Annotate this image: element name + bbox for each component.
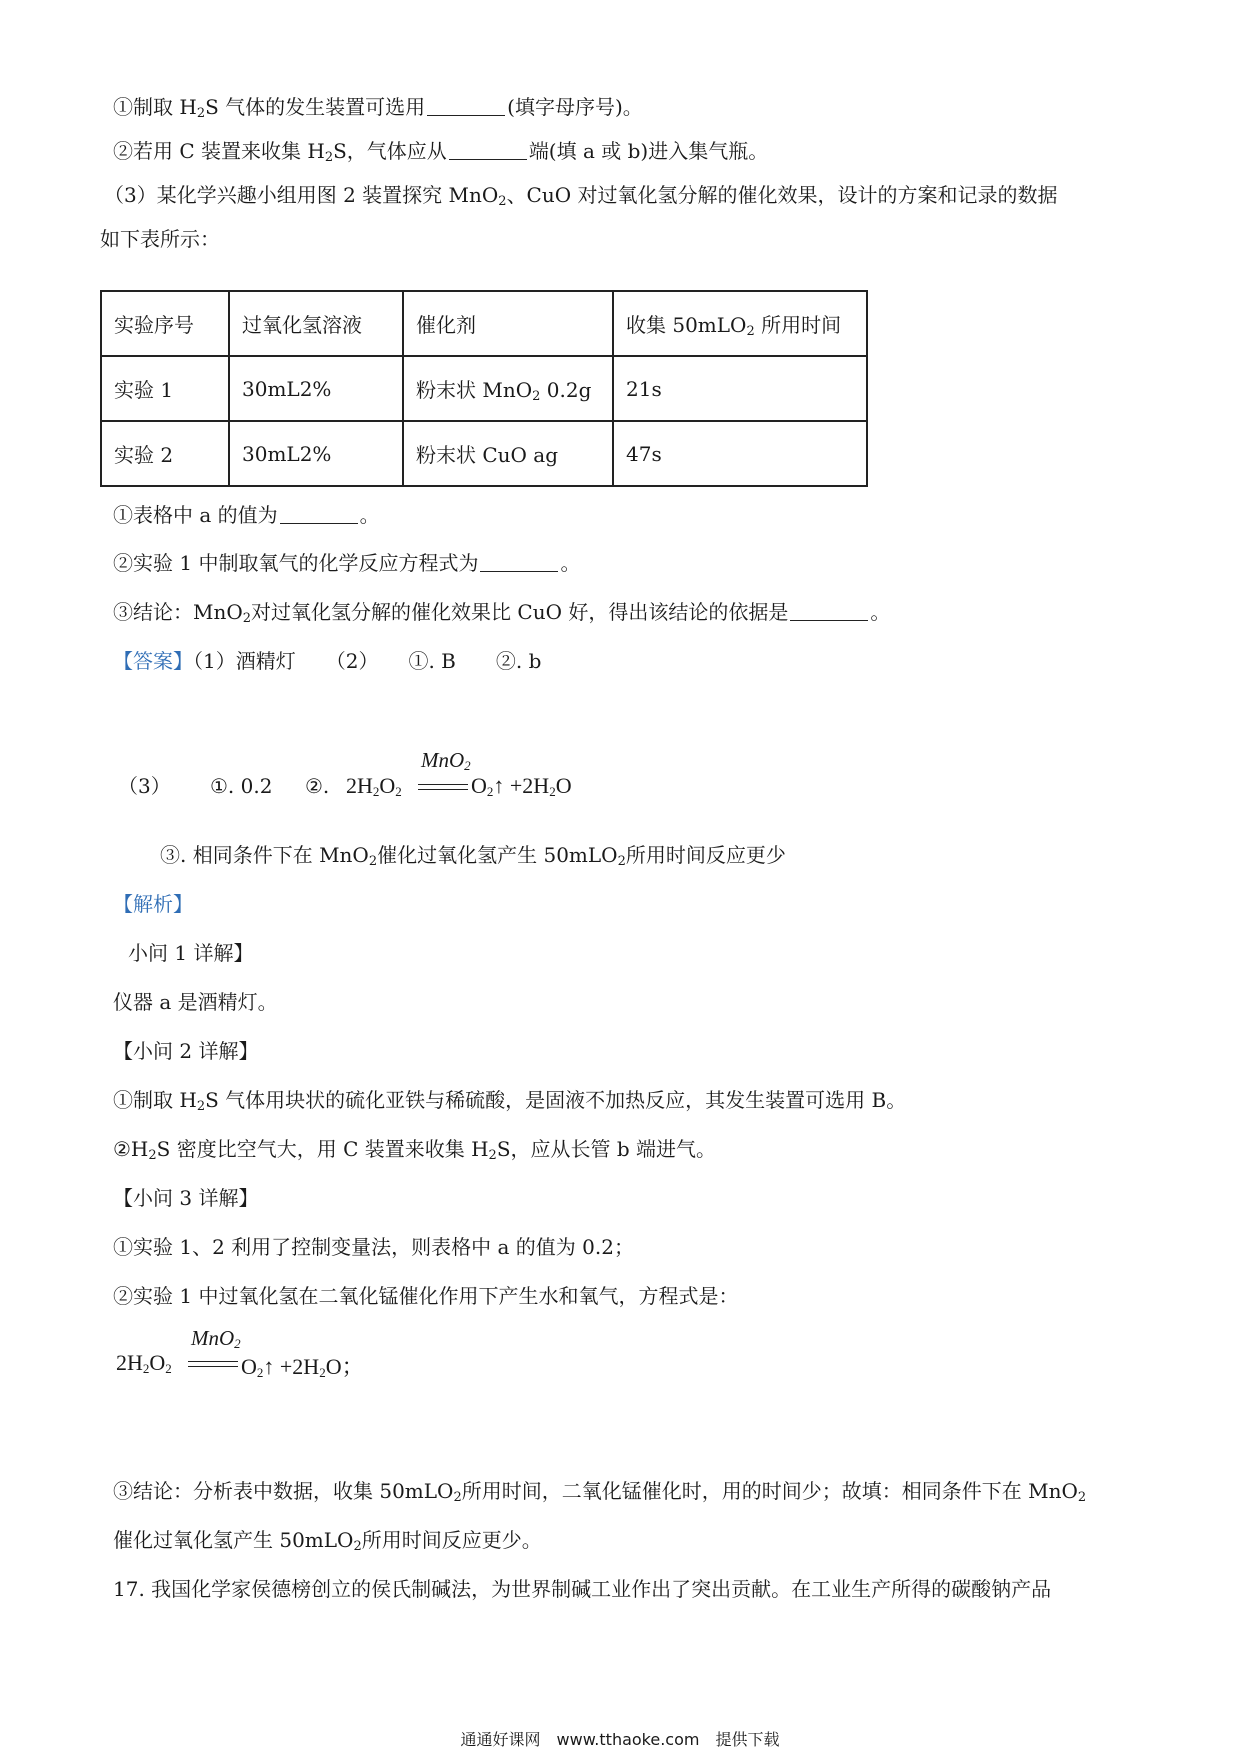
subquestion-3-title: 【小问 3 详解】 [113,1186,259,1210]
chemical-equation [346,748,626,820]
table-cell: 47s [613,421,867,486]
table-header-cell: 实验序号 [101,291,229,356]
catalyst-label: MnO$_2$ [191,1326,241,1351]
table-cell: 粉末状 MnO$_2$ 0.2g [403,356,613,421]
subquestion-3-line-2: ②实验 1 中过氧化氢在二氧化锰催化作用下产生水和氧气，方程式是： [113,1284,739,1308]
table-header-cell: 收集 50mLO$_2$ 所用时间 [613,291,867,356]
answer-tag: 【答案】 [113,649,193,673]
answer-3-1: ①. 0.2 [210,774,273,798]
table-row [101,421,867,486]
reactant: $2H_2O_2$ [116,1350,172,1376]
question-17: 17. 我国化学家侯德榜创立的侯氏制碱法，为世界制碱工业作出了突出贡献。在工业生产所得的碳酸钠产品 [113,1577,1052,1601]
subquestion-2-title: 【小问 2 详解】 [113,1039,259,1063]
table-cell: 粉末状 CuO ag [403,421,613,486]
reactant: $2H_2O_2$ [346,773,402,799]
table-cell: 30mL2% [229,421,403,486]
table-cell: 21s [613,356,867,421]
answer-blank [427,95,505,116]
products: $O_2↑ +2H_2O$ [471,773,572,799]
answer-3-label: （3） [118,774,171,798]
reaction-bars [418,784,468,790]
experiment-table [100,290,868,487]
table-row [101,356,867,421]
answer-blank [480,551,558,572]
table-header-cell: 催化剂 [403,291,613,356]
subquestion-3-line-3: ③结论：分析表中数据，收集 50mLO$_2$所用时间，二氧化锰催化时，用的时间少；故填：相同条件下在 MnO$_2$ [113,1479,1087,1505]
reaction-bars [188,1361,238,1367]
table-cell: 实验 1 [101,356,229,421]
answer-blank [790,600,868,621]
table-cell: 30mL2% [229,356,403,421]
catalyst-label: MnO$_2$ [421,748,471,773]
answer-blank [449,139,527,160]
question-3-3: ③结论：MnO$_2$对过氧化氢分解的催化效果比 CuO 好，得出该结论的依据是 。 [113,600,891,626]
subquestion-1-text: 仪器 a 是酒精灯。 [113,990,278,1014]
question-2-1: ①制取 $H_2S$ 气体的发生装置可选用 (填字母序号)。 [113,95,643,121]
subquestion-3-line-4: 催化过氧化氢产生 50mLO$_2$所用时间反应更少。 [113,1528,542,1554]
subquestion-3-line-1: ①实验 1、2 利用了控制变量法，则表格中 a 的值为 0.2； [113,1235,634,1259]
table-header-row [101,291,867,356]
question-3-1: ①表格中 a 的值为 。 [113,503,380,527]
chemical-equation [116,1326,416,1390]
analysis-tag: 【解析】 [113,892,193,916]
page-footer: 通通好课网 www.tthaoke.com 提供下载 [460,1730,780,1749]
question-3-2: ②实验 1 中制取氧气的化学反应方程式为 。 [113,551,581,575]
subquestion-1-title: 小问 1 详解】 [128,941,254,965]
answer-3-3: ③. 相同条件下在 MnO$_2$催化过氧化氢产生 50mLO$_2$所用时间反应更少 [160,843,786,869]
table-header-cell: 过氧化氢溶液 [229,291,403,356]
subquestion-2-line-1: ①制取 $H_2S$ 气体用块状的硫化亚铁与稀硫酸，是固液不加热反应，其发生装置可选用 B。 [113,1088,907,1114]
question-3-intro-cont: 如下表所示： [100,227,220,251]
question-2-2: ②若用 C 装置来收集 $H_2S$，气体应从 端(填 a 或 b)进入集气瓶。 [113,139,769,165]
answer-3-2: ②. [305,774,330,798]
question-3-intro: （3）某化学兴趣小组用图 2 装置探究 MnO$_2$、CuO 对过氧化氢分解的催化效果，设计的方案和记录的数据 [104,183,1058,209]
products: $O_2↑ +2H_2O$； [241,1354,364,1380]
table-cell: 实验 2 [101,421,229,486]
answer-blank [280,503,358,524]
answer-line: 【答案】（1）酒精灯 （2） ①. B ②. b [113,649,542,673]
subquestion-2-line-2: $②H_2S$ 密度比空气大，用 C 装置来收集 $H_2S$，应从长管 b 端进气。 [113,1137,717,1163]
